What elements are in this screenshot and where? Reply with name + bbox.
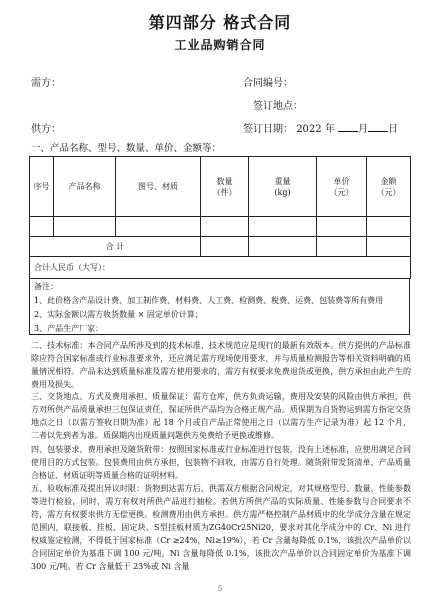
table-row [30,217,411,237]
sign-day-unit: 日 [388,124,399,135]
col-header-drawing-material: 图号、材质 [116,157,201,217]
sign-date-label: 签订日期： [243,124,293,135]
notes-title: 备注： [34,282,58,291]
table-total-row [30,237,411,257]
col-header-amount: 金额 （元） [367,157,411,217]
sign-place-label: 签订地点： [253,101,303,112]
table-rmb-row [30,257,411,279]
col-header-product-name: 产品名称 [54,157,116,217]
clause-acceptance: 五、验收标准及提出异议时限：货物到达需方后，供需双方根据合同规定，对其规格型号、数量、性能参数等进行检验，同时，需方有权对所供产品进行抽检。若供方所供产品的实际质量、性能参数与合同要求不符，需方有权要求供方无偿更换。检测费用由供方承担。供方需严格控制产品材质中的化学成分含量在规定范围内，联接板、挂板、固定块、S型挂板材质为ZG40Cr25Ni20，要求对其化学成分中的 Cr、Ni 进行权威鉴定检测，不得低于国家标准（Cr ≥24%，Ni≥19%），若 Cr 含量每降低 0.1%，该批次产品单价以合同固定单价为基准下调 100 元/吨，Ni 含量每降低 0.1%，该批次产品单价以合同固定单价为基准下调 300 元/吨。若 Cr 含量低于 23%或 Ni 含量 [31,484,411,571]
buyer-label: 需方： [31,78,61,89]
sign-year: 2022 [296,124,322,135]
sign-year-unit: 年 [324,124,335,135]
seller-label: 供方： [31,124,61,135]
page-number: 5 [217,585,223,593]
col-header-weight: 重量 (kg) [249,157,317,217]
col-header-unit-price: 单价 （元） [317,157,367,217]
clause-technical-standard: 二、技术标准：本合同产品所涉及到的技术标准、技术规范应是现行的最新有效版本。供方提供的产品标准除应符合国家标准或行业标准要求外，还应满足需方现场使用要求，并与质量检测报告等相关资料明确的质量情况相符。产品未达到质量标准及需方使用要求的，需方有权要求免费退货或更换，供方承担由此产生的费用及损失。 [31,341,411,389]
note-item: 3、产品生产厂家： [34,324,104,333]
note-item: 1、此价格含产品设计费、加工制作费、材料费、人工费、检测费、税费、运费、包装费等所有费用 [34,296,384,305]
rmb-total-label: 合计人民币（大写）： [30,257,411,279]
section1-title: 一、产品名称、型号、数量、单价、金额等： [31,143,222,154]
clause-packaging: 四、包装要求、费用承担及随货附带：按照国家标准或行业标准进行包装，没有上述标准，应使用满足合同使用目的方式包装。包装费用由供方承担，包装物不回收，由需方自行处理。随货附带发货清单、产品质量合格证、材质证明等质量合格的证明材料。 [31,445,411,480]
note-item: 2、实际金额以需方收货数量 × 固定单价计算； [34,310,203,319]
items-table [29,156,411,279]
col-header-index: 序号 [30,157,54,217]
table-header-row [30,157,411,217]
contract-number-label: 合同编号： [243,78,293,89]
clause-delivery: 三、交货地点、方式及费用承担、质量保证：需方仓库，供方负责运输，费用及安装的风险由供方承担，供方对所供产品质量承担三包保证责任，保证所供产品均为合格正规产品。质保期为自货物运到需方指定交货地点之日（以需方签收日期为准）起 18 个月或自产品正常使用之日（以需方生产记录为准）起 12 个月，二者以先到者为准。质保期内出现质量问题供方免费给予更换或维修。 [31,392,411,440]
sign-date [243,120,398,135]
col-header-quantity: 数量 （件） [201,157,249,217]
sign-month-unit: 月 [358,124,369,135]
page-title: 第四部分 格式合同 [148,13,292,32]
total-label: 合 计 [30,237,201,257]
contract-subtitle: 工业品购销合同 [174,38,266,52]
